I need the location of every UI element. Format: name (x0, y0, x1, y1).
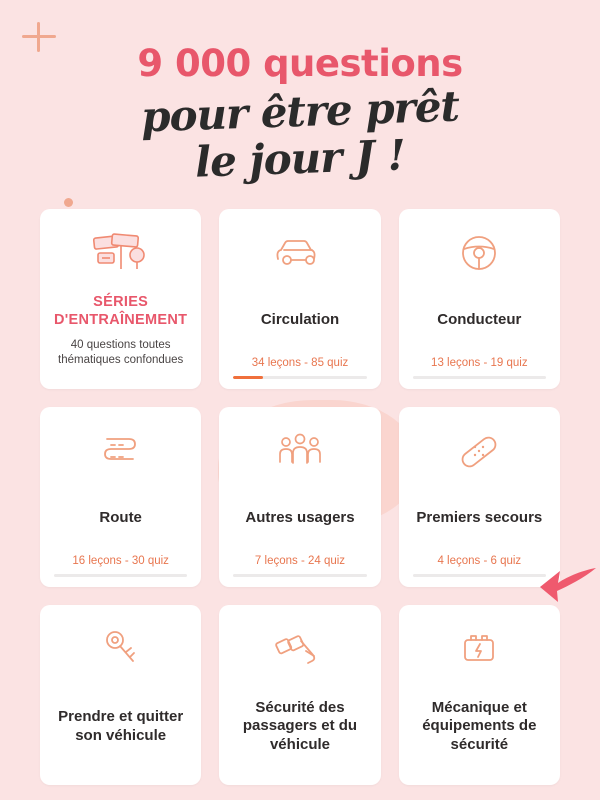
battery-icon (457, 623, 501, 675)
progress-bar (54, 574, 187, 577)
car-icon (272, 227, 328, 279)
headline-line-2: pour être prêt (140, 81, 460, 142)
card-title: Autres usagers (245, 509, 355, 527)
card-title: Circulation (260, 311, 340, 329)
winding-road-icon (97, 425, 145, 477)
category-grid (0, 209, 600, 785)
category-card-conducteur[interactable] (399, 209, 560, 389)
card-meta: 4 leçons - 6 quiz (437, 554, 522, 567)
car-key-icon (99, 623, 143, 675)
headline-line-1: 9 000 questions (137, 42, 463, 85)
headline-line-3: le jour J ! (194, 130, 406, 187)
signposts-icon (90, 227, 152, 279)
progress-bar (233, 376, 366, 379)
card-title: Premiers secours (416, 509, 543, 527)
dot-decoration-icon (64, 198, 73, 207)
card-meta: 7 leçons - 24 quiz (254, 554, 346, 567)
category-card-series-entrainement[interactable] (40, 209, 201, 389)
card-title: Prendre et quitter son véhicule (58, 707, 184, 744)
card-title: Sécurité des passagers et du véhicule (242, 698, 358, 754)
card-title: Mécanique et équipements de sécurité (422, 698, 537, 754)
category-card-route[interactable] (40, 407, 201, 587)
steering-wheel-icon (455, 227, 503, 279)
seatbelt-icon (273, 623, 327, 675)
card-title: SÉRIES D'ENTRAÎNEMENT (54, 294, 188, 329)
category-card-autres-usagers[interactable] (219, 407, 380, 587)
category-card-circulation[interactable] (219, 209, 380, 389)
card-meta: 34 leçons - 85 quiz (251, 356, 349, 369)
progress-bar (413, 574, 546, 577)
card-subtitle: 40 questions toutes thématiques confondues (58, 338, 184, 367)
category-card-prendre-quitter-vehicule[interactable] (40, 605, 201, 785)
bandage-icon (454, 425, 504, 477)
pedestrians-icon (272, 425, 328, 477)
card-title: Route (99, 509, 142, 527)
progress-bar (413, 376, 546, 379)
card-meta: 13 leçons - 19 quiz (431, 356, 528, 369)
category-card-premiers-secours[interactable] (399, 407, 560, 587)
category-card-mecanique-equipements[interactable] (399, 605, 560, 785)
card-meta: 16 leçons - 30 quiz (72, 554, 169, 567)
category-card-securite-passagers[interactable] (219, 605, 380, 785)
arrow-pointer-icon (538, 560, 598, 610)
card-title: Conducteur (437, 311, 522, 329)
page-title (0, 0, 600, 187)
progress-bar (233, 574, 366, 577)
